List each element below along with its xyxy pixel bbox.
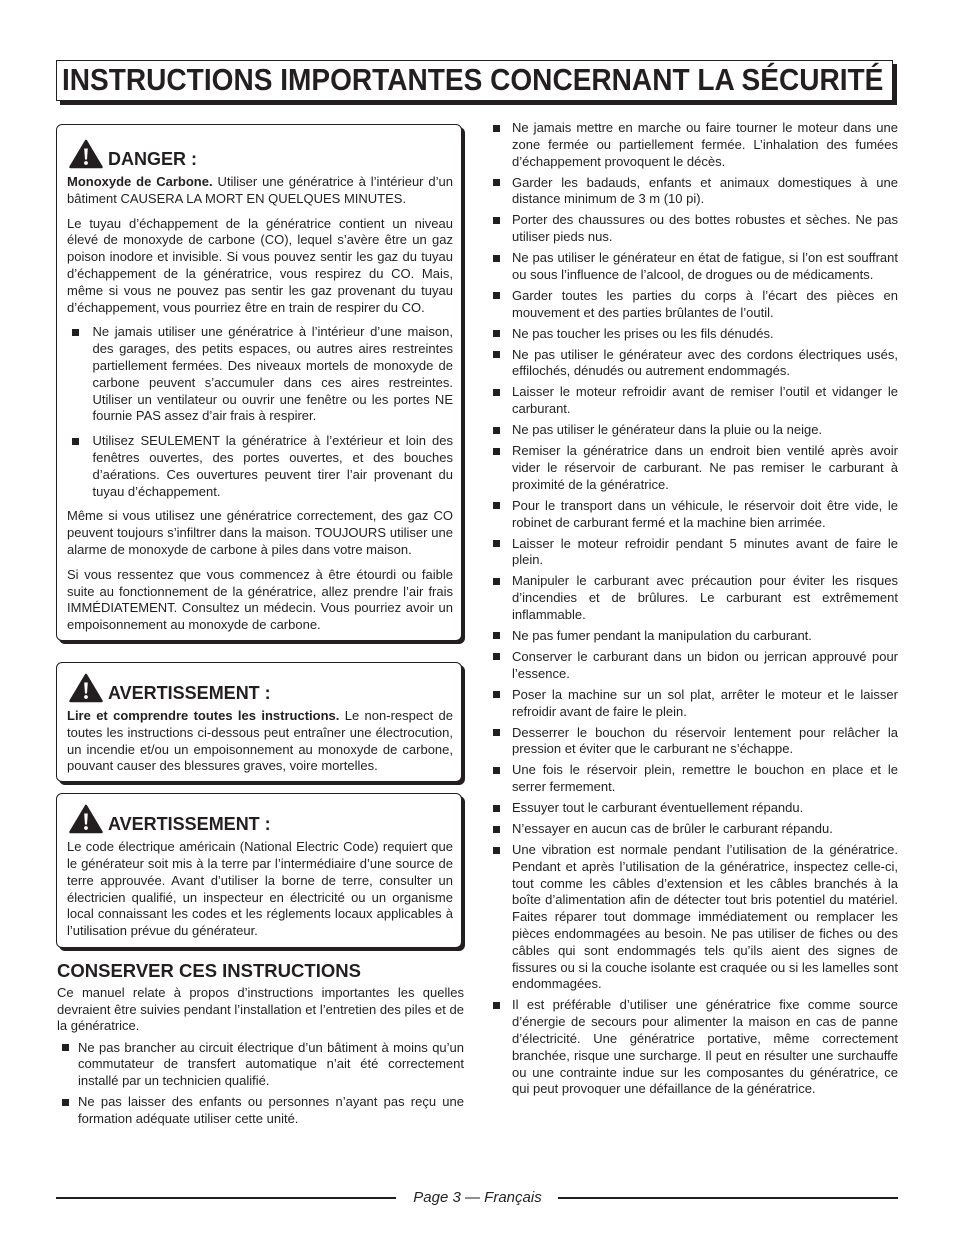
- list-item: [67, 324, 453, 425]
- list-item: [492, 384, 898, 418]
- section-intro: Ce manuel relate à propos d’instructions importantes les quelles devraient être suivies pendant l’installation et l’entretien des piles et de la génératrice.: [57, 984, 464, 1034]
- list-item: [492, 443, 898, 493]
- warning-text: Le code électrique américain (National Electric Code) requiert que le générateur soit mis à la terre par l’intermédiaire d’une source de terre approuvée. Avant d’utiliser la borne de terre, consulter un électricien qualifié, un inspecteur en électricité ou un organisme local connaissant les codes et les réglements locaux applicables à l’utilisation prévue du générateur.: [67, 839, 453, 939]
- list-item: [492, 997, 898, 1098]
- list-item-text: Garder toutes les parties du corps à l’écart des pièces en mouvement et des parties brûlantes de l’outil.: [512, 287, 898, 320]
- list-item-text: Garder les badauds, enfants et animaux domestiques à une distance minimum de 3 m (10 pi).: [512, 174, 898, 207]
- list-item: [56, 1094, 464, 1128]
- page-title: INSTRUCTIONS IMPORTANTES CONCERNANT LA SÉCURITÉ: [62, 62, 884, 97]
- list-item-text: Ne pas fumer pendant la manipulation du carburant.: [512, 627, 812, 643]
- safety-rules-list: [492, 120, 898, 1098]
- list-item: [492, 573, 898, 623]
- list-item-text: Ne jamais utiliser une génératrice à l’intérieur d’une maison, des garages, des petits espaces, ou autres aires restreintes partiellement fermées. Des niveaux mortels de monoxyde de carbone peuvent s’accumuler dans ces aires restreintes. Utiliser un ventilateur ou ouvrir une fenêtre ou les portes NE fournie PAS assez d’air frais à respirer.: [92, 324, 453, 424]
- left-column: [56, 124, 466, 1132]
- list-item: [492, 821, 898, 838]
- list-item: [492, 347, 898, 381]
- list-item-text: Laisser le moteur refroidir avant de remiser l’outil et vidanger le carburant.: [512, 384, 898, 417]
- bullet-icon: [72, 329, 79, 336]
- page-header-banner: [56, 60, 893, 101]
- bullet-icon: [493, 292, 500, 299]
- list-item: [492, 422, 898, 439]
- warning-triangle-icon: [69, 139, 103, 169]
- danger-bullet-list: [67, 324, 453, 500]
- danger-lead-text: Utiliser une génératrice à l’intérieur d’un bâtiment CAUSERA LA MORT EN QUELQUES MINUTES.: [67, 174, 453, 206]
- warning-heading: [69, 670, 453, 703]
- list-item-text: Ne pas toucher les prises ou les fils dénudés.: [512, 325, 774, 341]
- bullet-icon: [493, 767, 500, 774]
- bullet-icon: [493, 217, 500, 224]
- bullet-icon: [493, 427, 500, 434]
- bullet-icon: [493, 540, 500, 547]
- list-item-text: Manipuler le carburant avec précaution pour éviter les risques d’incendies et de brûlures. Le carburant est extrêmement inflammable.: [512, 573, 898, 622]
- danger-box: [56, 124, 462, 641]
- list-item-text: Ne pas utiliser le générateur dans la pluie ou la neige.: [512, 422, 823, 438]
- bullet-icon: [493, 805, 500, 812]
- list-item-text: Ne pas utiliser le générateur avec des cordons électriques usés, effilochés, dénudés ou autrement endommagés.: [512, 346, 898, 379]
- list-item-text: Conserver le carburant dans un bidon ou jerrican approuvé pour l’essence.: [512, 648, 898, 681]
- bullet-icon: [493, 179, 500, 186]
- danger-paragraph-3: Si vous ressentez que vous commencez à être étourdi ou faible suite au fonctionnement de la génératrice, allez prendre l’air frais IMMÉDIATEMENT. Consultez un médecin. Vous pourriez avoir un empoisonnement au monoxyde de carbone.: [67, 566, 453, 633]
- warning-heading: [69, 801, 453, 834]
- save-instructions-section: [56, 961, 464, 1128]
- list-item-text: Poser la machine sur un sol plat, arrêter le moteur et le laisser refroidir avant de faire le plein.: [512, 686, 898, 719]
- list-item-text: N’essayer en aucun cas de brûler le carburant répandu.: [512, 821, 833, 837]
- warning-text: [67, 708, 453, 775]
- list-item-text: Desserrer le bouchon du réservoir lentement pour relâcher la pression et éviter que le carburant ne s’échappe.: [512, 724, 898, 757]
- footer-rule-right: [558, 1197, 898, 1199]
- warning-box-instructions: [56, 662, 462, 782]
- bullet-icon: [72, 438, 79, 445]
- list-item: [492, 536, 898, 570]
- danger-paragraph-2: Même si vous utilisez une génératrice correctement, des gaz CO peuvent toujours s’infiltrer dans la maison. TOUJOURS utiliser une alarme de monoxyde de carbone à piles dans votre maison.: [67, 508, 453, 557]
- bullet-icon: [493, 1002, 500, 1009]
- bullet-icon: [493, 351, 500, 358]
- list-item-text: Ne pas laisser des enfants ou personnes n’ayant pas reçu une formation adéquate utiliser cette unité.: [78, 1094, 464, 1127]
- list-item-text: Utilisez SEULEMENT la génératrice à l’extérieur et loin des fenêtres ouvertes, des portes ouvertes, et des bouches d’aérations. Ces ouvertures peuvent tirer l’air provenant du tuyau d’échappement.: [92, 433, 453, 499]
- list-item: [492, 800, 898, 817]
- bullet-icon: [62, 1044, 69, 1051]
- list-item-text: Une vibration est normale pendant l’utilisation de la génératrice. Pendant et après l’utilisation de la génératrice, inspectez celle-ci, tout comme les câbles d’extension et les câbles branchés à la boîte d’alimentation afin de détecter tout bris potentiel du matériel. Faites réparer tout dommage immédiatement ou remplacer les pièces endommagées au besoin. Ne pas utiliser de fiches ou des câbles qui sont endommagés tels qu’ils aient des signes de fissures ou si la couche isolante est craquée ou si les lamelles sont endommagées.: [512, 842, 898, 992]
- list-item: [492, 628, 898, 645]
- danger-paragraph-1: Le tuyau d’échappement de la génératrice contient un niveau élevé de monoxyde de carbone (CO), lequel s’avère être un gaz poison inodore et invisible. Si vous pouvez sentir les gaz du tuyau d’échappement de la génératrice, vous respirez du CO. Mais, même si vous ne pouvez pas sentir les gaz provenant du tuyau d’échappement, vous pourriez être en train de respirer du CO.: [67, 215, 453, 315]
- bullet-icon: [493, 729, 500, 736]
- danger-lead-bold: Monoxyde de Carbone.: [67, 174, 213, 189]
- warning-label: AVERTISSEMENT :: [108, 814, 271, 835]
- warning-triangle-icon: [69, 804, 103, 834]
- warning-triangle-icon: [69, 673, 103, 703]
- bullet-icon: [493, 653, 500, 660]
- list-item-text: Une fois le réservoir plein, remettre le bouchon en place et le serrer fermement.: [512, 762, 898, 795]
- list-item: [492, 326, 898, 343]
- danger-label: DANGER :: [108, 149, 197, 169]
- list-item: [492, 120, 898, 170]
- bullet-icon: [493, 691, 500, 698]
- list-item-text: Porter des chaussures ou des bottes robustes et sèches. Ne pas utiliser pieds nus.: [512, 212, 898, 245]
- bullet-icon: [493, 330, 500, 337]
- list-item-text: Pour le transport dans un véhicule, le réservoir doit être vide, le robinet de carburant fermé et la machine bien arrimée.: [512, 497, 898, 530]
- danger-lead: [67, 174, 453, 208]
- bullet-icon: [493, 448, 500, 455]
- list-item: [492, 687, 898, 721]
- warning-box-grounding: [56, 793, 462, 948]
- list-item-text: Ne pas utiliser le générateur en état de fatigue, si l’on est souffrant ou sous l’influence de l’alcool, de drogues ou de médicaments.: [512, 250, 898, 282]
- right-column: [492, 120, 898, 1102]
- list-item: [492, 842, 898, 993]
- footer-rule-left: [56, 1197, 396, 1199]
- warning-lead-bold: Lire et comprendre toutes les instructions.: [67, 707, 340, 723]
- bullet-icon: [493, 826, 500, 833]
- bullet-icon: [493, 632, 500, 639]
- list-item: [492, 175, 898, 209]
- list-item: [492, 212, 898, 246]
- list-item-text: Remiser la génératrice dans un endroit bien ventilé après avoir vider le réservoir de carburant. Ne pas remiser le carburant à proximité de la génératrice.: [512, 443, 898, 492]
- warning-label: AVERTISSEMENT :: [108, 682, 271, 703]
- list-item: [492, 649, 898, 683]
- list-item-text: Essuyer tout le carburant éventuellement répandu.: [512, 800, 804, 816]
- list-item: [67, 433, 453, 500]
- bullet-icon: [493, 255, 500, 262]
- list-item: [492, 250, 898, 284]
- list-item: [492, 498, 898, 532]
- save-instructions-list: [56, 1040, 464, 1128]
- list-item: [492, 725, 898, 759]
- bullet-icon: [493, 578, 500, 585]
- list-item: [492, 288, 898, 322]
- list-item-text: Ne pas brancher au circuit électrique d’un bâtiment à moins qu’un commutateur de transfert automatique n’ait été correctement installé par un technicien qualifié.: [78, 1039, 464, 1089]
- bullet-icon: [493, 502, 500, 509]
- page-footer: [56, 1187, 898, 1209]
- list-item: [56, 1040, 464, 1090]
- danger-heading: [69, 136, 453, 169]
- list-item-text: Ne jamais mettre en marche ou faire tourner le moteur dans une zone fermée ou partiellement fermée. L’inhalation des fumées d’échappement provoquent le décès.: [512, 120, 898, 169]
- bullet-icon: [493, 389, 500, 396]
- warning-lead-text: Le non-respect de toutes les instructions ci-dessous peut entraîner une électrocution, un incendie et/ou un empoisonnement au monoxyde de carbone, pouvant causer des blessures graves, voire mortelles.: [67, 707, 454, 774]
- bullet-icon: [493, 125, 500, 132]
- page-number: Page 3 — Français: [413, 1189, 542, 1206]
- list-item-text: Il est préférable d’utiliser une génératrice fixe comme source d’énergie de secours pour alimenter la maison en cas de panne d’électricité. Une génératrice portative, même correctement branchée, risque une surcharge. Il peut en résulter une surchauffe ou une contrainte indue sur les composantes du génératrice, ce qui peut provoquer une défaillance de la génératrice.: [512, 997, 898, 1097]
- bullet-icon: [62, 1099, 69, 1106]
- list-item-text: Laisser le moteur refroidir pendant 5 minutes avant de faire le plein.: [512, 535, 898, 568]
- list-item: [492, 762, 898, 796]
- section-title: CONSERVER CES INSTRUCTIONS: [57, 959, 361, 981]
- bullet-icon: [493, 847, 500, 854]
